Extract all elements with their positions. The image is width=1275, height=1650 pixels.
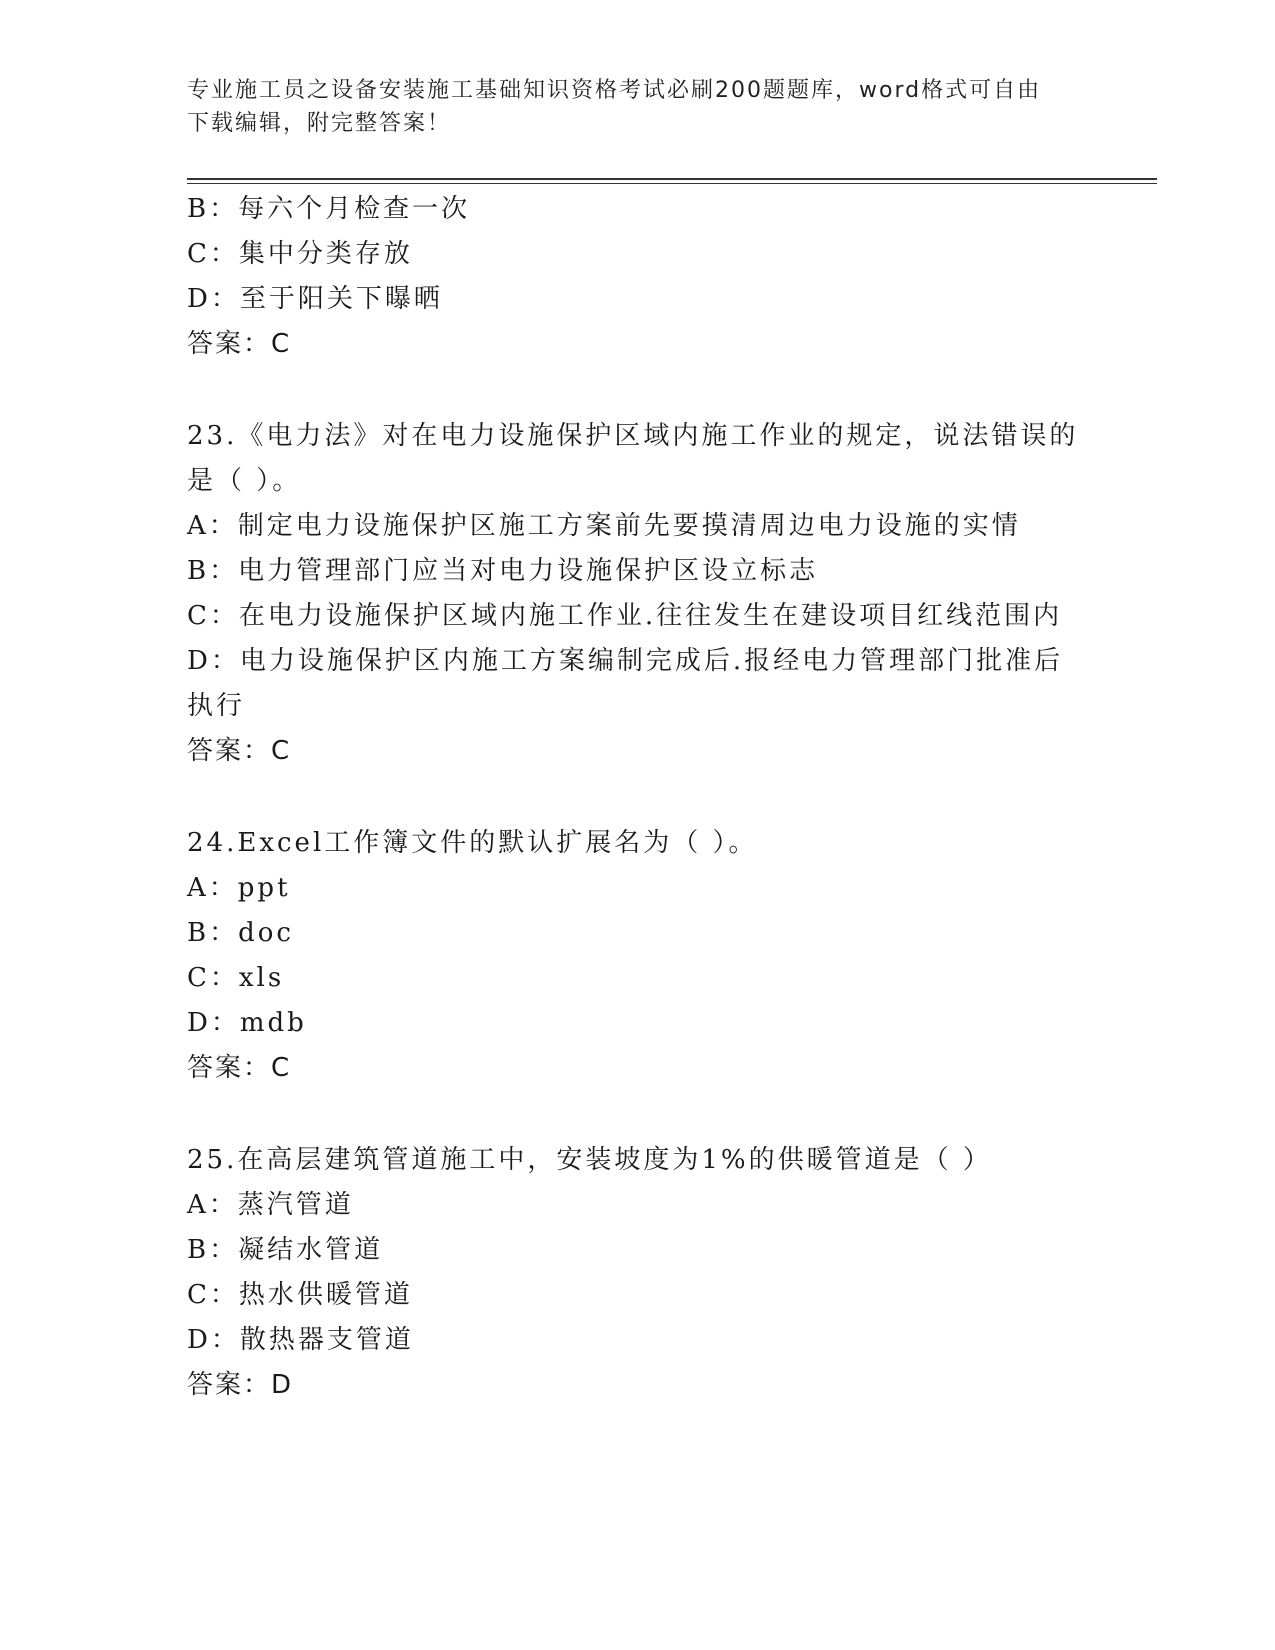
option-d: D：电力设施保护区内施工方案编制完成后.报经电力管理部门批准后 <box>187 646 1064 676</box>
question-22-continued <box>187 187 1087 367</box>
header-title-line-2: 下载编辑，附完整答案！ <box>187 111 452 136</box>
question-list <box>187 187 1087 1408</box>
option-c: C：xls <box>187 963 285 993</box>
answer: 答案：C <box>187 329 292 359</box>
option-b: B：电力管理部门应当对电力设施保护区设立标志 <box>187 556 819 586</box>
question-25 <box>187 1138 1087 1408</box>
question-stem-line-1: 23.《电力法》对在电力设施保护区域内施工作业的规定，说法错误的 <box>187 421 1079 451</box>
option-a: A：ppt <box>187 873 291 903</box>
question-stem: 25.在高层建筑管道施工中，安装坡度为1%的供暖管道是（ ） <box>187 1145 992 1175</box>
question-23 <box>187 414 1087 774</box>
option-c: C：集中分类存放 <box>187 239 413 269</box>
option-d: D：散热器支管道 <box>187 1325 414 1355</box>
answer: 答案：D <box>187 1370 294 1400</box>
option-d: D：至于阳关下曝晒 <box>187 284 443 314</box>
option-b: B：每六个月检查一次 <box>187 194 471 224</box>
option-b: B：凝结水管道 <box>187 1235 384 1265</box>
header-title-line-1: 专业施工员之设备安装施工基础知识资格考试必刷200题题库，word格式可自由 <box>187 78 1042 103</box>
header-divider <box>187 178 1157 184</box>
answer: 答案：C <box>187 736 292 766</box>
option-c: C：在电力设施保护区域内施工作业.往往发生在建设项目红线范围内 <box>187 601 1063 631</box>
question-stem-line-2: 是（ ）。 <box>187 466 302 496</box>
option-d-continued: 执行 <box>187 691 246 721</box>
option-a: A：蒸汽管道 <box>187 1190 354 1220</box>
option-d: D：mdb <box>187 1008 307 1038</box>
page-header <box>187 74 1067 140</box>
option-b: B：doc <box>187 918 294 948</box>
option-c: C：热水供暖管道 <box>187 1280 413 1310</box>
question-24 <box>187 821 1087 1091</box>
question-stem: 24.Excel工作簿文件的默认扩展名为（ ）。 <box>187 828 758 858</box>
option-a: A：制定电力设施保护区施工方案前先要摸清周边电力设施的实情 <box>187 511 1021 541</box>
answer: 答案：C <box>187 1053 292 1083</box>
